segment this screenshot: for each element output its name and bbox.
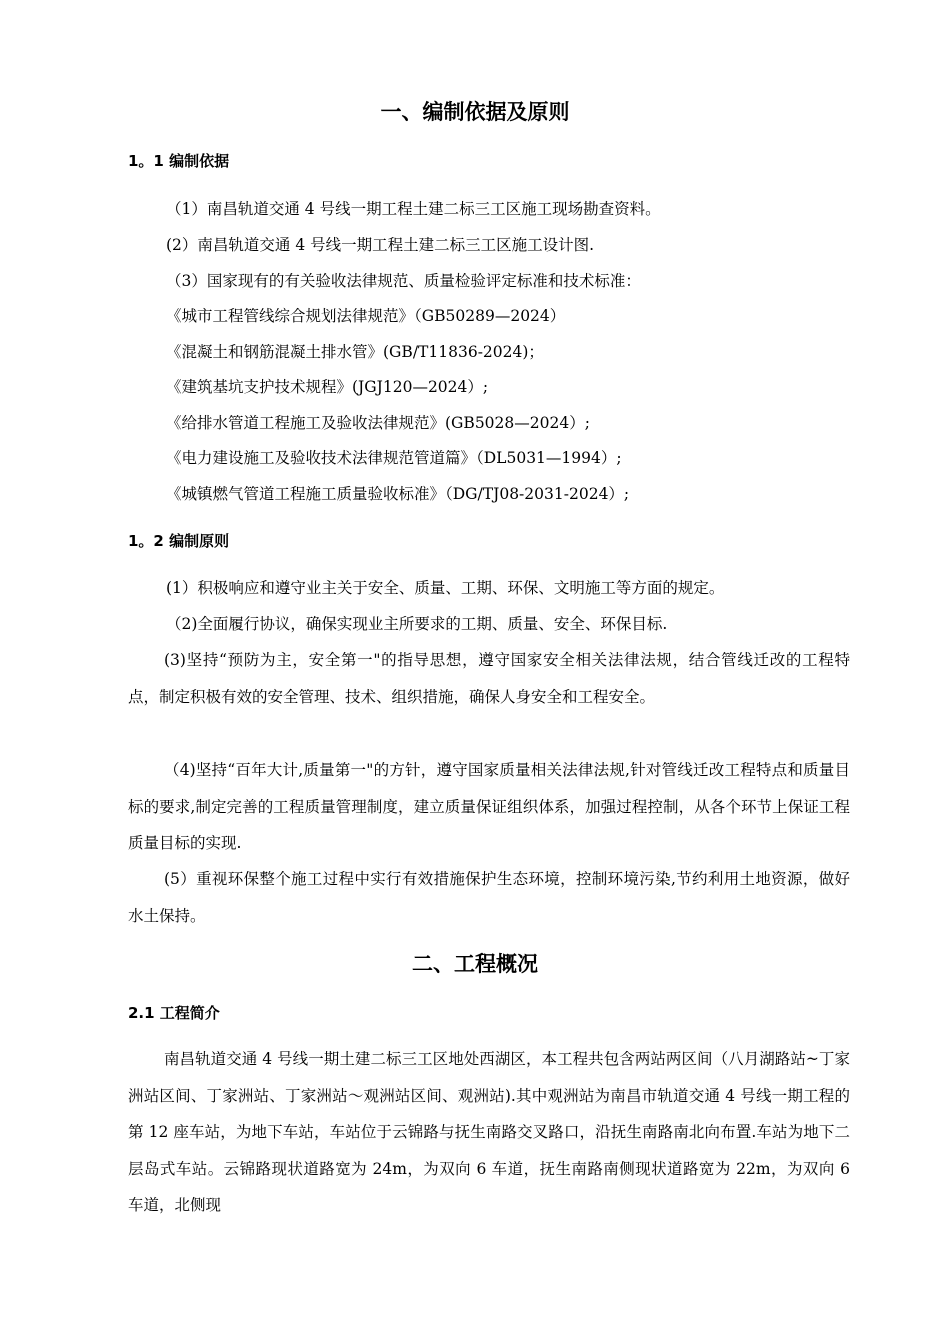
section-1-title: 一、编制依据及原则 [380, 100, 570, 124]
principle-item: （2)全面履行协议，确保实现业主所要求的工期、质量、安全、环保目标. [166, 615, 668, 633]
section-1-1-heading: 1。1 编制依据 [128, 152, 230, 170]
basis-item: (2）南昌轨道交通 4 号线一期工程土建二标三工区施工设计图. [166, 236, 595, 254]
section-2-title: 二、工程概况 [412, 952, 538, 976]
principle-paragraph: （4)坚持“百年大计,质量第一"的方针，遵守国家质量相关法律法规,针对管线迁改工程特点和质量目标的要求,制定完善的工程质量管理制度，建立质量保证组织体系，加强过程控制，从各个环节上保证工程质量目标的实现. [128, 761, 850, 852]
standard-item: 《城镇燃气管道工程施工质量验收标准》（DG/TJ08-2031-2024）; [166, 485, 630, 503]
principle-item: (1）积极响应和遵守业主关于安全、质量、工期、环保、文明施工等方面的规定。 [166, 579, 725, 597]
standard-item: 《电力建设施工及验收技术法律规范管道篇》（DL5031—1994）; [166, 449, 622, 467]
section-1-2-heading: 1。2 编制原则 [128, 532, 230, 550]
basis-item: （1）南昌轨道交通 4 号线一期工程土建二标三工区施工现场勘查资料。 [166, 200, 661, 218]
section-2-1-heading: 2.1 工程简介 [128, 1004, 220, 1022]
principle-paragraph: (5）重视环保整个施工过程中实行有效措施保护生态环境，控制环境污染,节约利用土地资源，做好水土保持。 [128, 870, 850, 925]
project-intro-paragraph: 南昌轨道交通 4 号线一期土建二标三工区地处西湖区，本工程共包含两站两区间（八月湖路站~丁家洲站区间、丁家洲站、丁家洲站～观洲站区间、观洲站).其中观洲站为南昌市轨道交通 4 号线一期工程的第 12 座车站，为地下车站，车站位于云锦路与抚生南路交叉路口，沿抚生南路南北向布置.车站为地下二层岛式车站。云锦路现状道路宽为 24m，为双向 6 车道，抚生南路南侧现状道路宽为 22m，为双向 6 车道，北侧现 [128, 1050, 850, 1214]
standard-item: 《给排水管道工程施工及验收法律规范》(GB5028—2024）; [166, 414, 590, 432]
basis-item: （3）国家现有的有关验收法律规范、质量检验评定标准和技术标准： [166, 272, 641, 290]
principle-paragraph: (3)坚持“预防为主，安全第一"的指导思想，遵守国家安全相关法律法规，结合管线迁改的工程特点，制定积极有效的安全管理、技术、组织措施，确保人身安全和工程安全。 [128, 651, 850, 706]
standard-item: 《建筑基坑支护技术规程》(JGJ120—2024）; [166, 378, 489, 396]
standard-item: 《城市工程管线综合规划法律规范》（GB50289—2024） [166, 307, 566, 325]
standard-item: 《混凝土和钢筋混凝土排水管》(GB/T11836-2024)； [166, 343, 544, 361]
